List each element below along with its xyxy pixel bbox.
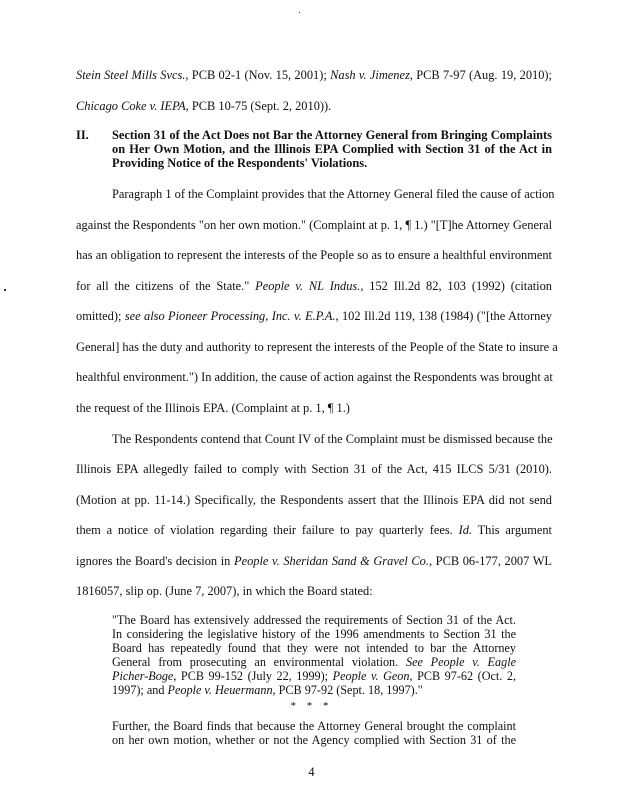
scan-mark <box>299 12 300 13</box>
quote-line: 1997); and People v. Heuermann, PCB 97-92 (Sept. 18, 1997)." <box>112 683 423 697</box>
paragraph-line: them a notice of violation regarding their failure to pay quarterly fees. Id. This argument <box>76 523 552 537</box>
quote-line: "The Board has extensively addressed the requirements of Section 31 of the Act. <box>112 613 516 627</box>
paragraph-line: healthful environment.") In addition, the cause of action against the Respondents was brought at <box>76 370 553 384</box>
paragraph-line: (Motion at pp. 11-14.) Specifically, the Respondents assert that the Illinois EPA did not send <box>76 493 552 507</box>
section-heading-line: Providing Notice of the Respondents' Violations. <box>112 156 368 170</box>
paragraph-line: Paragraph 1 of the Complaint provides that the Attorney General filed the cause of action <box>112 187 555 201</box>
scan-mark <box>4 289 6 291</box>
paragraph-line: omitted); see also Pioneer Processing, Inc. v. E.P.A., 102 Ill.2d 119, 138 (1984) ("[the Attorney <box>76 309 552 323</box>
section-number: II. <box>76 128 89 142</box>
paragraph-line: ignores the Board's decision in People v. Sheridan Sand & Gravel Co., PCB 06-177, 2007 WL <box>76 554 552 568</box>
paragraph-line: against the Respondents "on her own motion." (Complaint at p. 1, ¶ 1.) "[T]he Attorney General <box>76 218 553 232</box>
paragraph-line: The Respondents contend that Count IV of the Complaint must be dismissed because the <box>112 432 553 446</box>
paragraph-line: the request of the Illinois EPA. (Complaint at p. 1, ¶ 1.) <box>76 401 350 415</box>
page-number: 4 <box>308 765 315 779</box>
section-heading-line: Section 31 of the Act Does not Bar the Attorney General from Bringing Complaints <box>112 128 552 142</box>
paragraph-line: 1816057, slip op. (June 7, 2007), in which the Board stated: <box>76 584 373 598</box>
quote-line: on her own motion, whether or not the Agency complied with Section 31 of the <box>112 733 516 747</box>
section-heading-line: on Her Own Motion, and the Illinois EPA Complied with Section 31 of the Act in <box>112 142 552 156</box>
quote-line: In considering the legislative history of the 1996 amendments to Section 31 the <box>112 627 516 641</box>
citation-line: Chicago Coke v. IEPA, PCB 10-75 (Sept. 2, 2010)). <box>76 99 332 113</box>
quote-line: Picher-Boge, PCB 99-152 (July 22, 1999); People v. Geon, PCB 97-62 (Oct. 2, <box>112 669 517 683</box>
paragraph-line: for all the citizens of the State." People v. NL Indus., 152 Ill.2d 82, 103 (1992) (citation <box>76 279 552 293</box>
paragraph-line: General] has the duty and authority to represent the interests of the People of the State to insure a <box>76 340 558 354</box>
quote-line: General from prosecuting an environmental violation. See People v. Eagle <box>112 655 516 669</box>
citation-line: Stein Steel Mills Svcs., PCB 02-1 (Nov. 15, 2001); Nash v. Jimenez, PCB 7-97 (Aug. 19, 2010); <box>76 68 552 82</box>
ellipsis-stars: * * * <box>290 700 333 712</box>
paragraph-line: has an obligation to represent the interests of the People so as to ensure a healthful environment <box>76 248 552 262</box>
quote-line: Further, the Board finds that because the Attorney General brought the complaint <box>112 719 516 733</box>
quote-line: Board has repeatedly found that they were not intended to bar the Attorney <box>112 641 516 655</box>
paragraph-line: Illinois EPA allegedly failed to comply with Section 31 of the Act, 415 ILCS 5/31 (2010). <box>76 462 552 476</box>
